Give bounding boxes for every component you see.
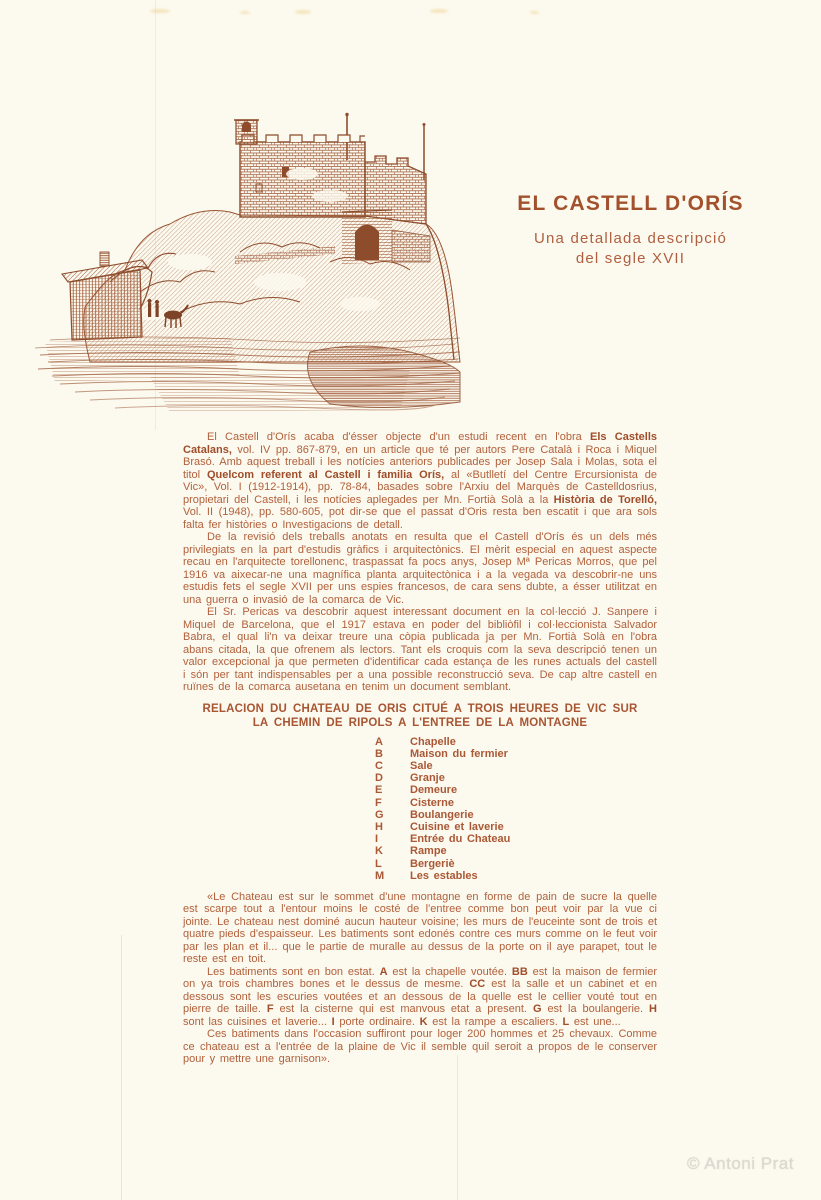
- scan-speck: [240, 11, 250, 14]
- legend-label: Boulangerie: [410, 808, 474, 821]
- legend-item: [375, 797, 657, 809]
- legend-item: [375, 736, 657, 748]
- legend-item: [375, 748, 657, 760]
- legend-label: Demeure: [410, 784, 458, 797]
- quote-paragraph-1: «Le Chateau est sur le sommet d'une montagne en forme de pain de sucre la quelle est scarpe tout a l'entour moins le costé de l'entree comme bon peut voir par la vue ci jointe. Le chateau nest dominé aucun hauteur voisine; les murs de l'euceinte sont de trois et quatre pieds d'espaisseur. Les batiments sont edonés contre ces murs comme on le feut voir par les plan et il... que le partie de muralle au dessus de la porte on il aye parapet, tout le reste est en toit.: [183, 890, 657, 966]
- legend-item: [375, 845, 657, 857]
- legend-item: [375, 870, 657, 882]
- scan-speck: [530, 11, 539, 14]
- legend-label: Granje: [410, 772, 445, 785]
- page-title: EL CASTELL D'ORÍS: [517, 192, 744, 215]
- legend-letter: E: [375, 784, 383, 797]
- legend-item: [375, 784, 657, 796]
- legend-label: Cisterne: [410, 796, 455, 809]
- subtitle-line-1: Una detallada descripció: [533, 230, 728, 247]
- page-subtitle: [488, 229, 773, 269]
- paper-fold-line: [457, 1055, 458, 1200]
- legend-letter: F: [375, 796, 382, 809]
- castle-keep: [240, 135, 365, 217]
- castle-gate: [355, 225, 379, 261]
- legend-label: Bergeriè: [410, 857, 455, 870]
- legend-letter: G: [375, 808, 384, 821]
- copyright-credit: © Antoni Prat: [687, 1154, 794, 1173]
- legend-label: Sale: [410, 759, 433, 772]
- quoted-description: [183, 891, 657, 1066]
- farm-hut: [62, 252, 148, 340]
- legend-label: Les estables: [410, 869, 478, 882]
- legend-label: Rampe: [410, 845, 447, 858]
- paragraph-2: De la revisió dels treballs anotats en resulta que el Castell d'Orís és un dels més privilegiats en la part d'estudis gràfics i arquitectònics. El mèrit especial en aquest aspecte recau en l'arquitecte torellonenc, traspassat fa pocs anys, Josep Mª Pericas Morros, que pel 1916 va aixecar-ne una magnífica planta arquitectònica i a la vegada va descobrir-ne uns estudis fets el segle XVII per uns espies francesos, de cara sens dubte, a ésser utilitzat en una guerra o invasió de la comarca de Vic.: [183, 531, 657, 606]
- legend-item: [375, 821, 657, 833]
- legend-letter: I: [375, 833, 379, 846]
- scan-speck: [430, 9, 448, 13]
- paragraph-3: El Sr. Pericas va descobrir aquest interessant document en la col·lecció J. Sanpere i Miquel de Barcelona, que el 1917 estava en poder del bibliòfil i col·leccionista Salvador Babra, el qual li'n va deixar treure una còpia publicada ja per Mn. Fortià Solà en l'obra abans citada, la que ofrenem als lectors. Tant els croquis com la seva descripció tenen un valor excepcional ja que permeten d'identificar cada estança de les runes actuals del castell i són per tant indispensables per a una possible reconstrucció seva. De cap altre castell en ruïnes de la comarca ausetana en tenim un document semblant.: [183, 606, 657, 693]
- legend-item: [375, 760, 657, 772]
- legend-label: Chapelle: [410, 735, 456, 748]
- legend-label: Cuisine et laverie: [410, 820, 504, 833]
- legend-item: [375, 772, 657, 784]
- legend-label: Entrée du Chateau: [410, 833, 511, 846]
- legend-item: [375, 809, 657, 821]
- legend-item: [375, 858, 657, 870]
- paragraph-1: El Castell d'Orís acaba d'ésser objecte d'un estudi recent en l'obra Els Castells Catalans, vol. IV pp. 867-879, en un article que té per autors Pere Català i Roca i Miquel Brasó. Amb aquest treball i les notícies anteriors publicades per Josep Sala i Molas, sota el titol Quelcom referent al Castell i familia Orís, al «Butlletí del Centre Ercursionista de Vic», Vol. I (1912-1914), pp. 78-84, basades sobre l'Arxiu del Marquès de Castelldosrius, propietari del Castell, i les notícies aplegades per Mn. Fortià Solà a la Història de Torelló, Vol. II (1948), pp. 580-605, pot dir-se que el passat d'Oris resta ben escatit i que ara sols falta fer històries o Investigacions de detall.: [183, 431, 658, 531]
- article-body: [183, 431, 657, 1066]
- bell-turret: [234, 120, 259, 144]
- quote-paragraph-2: Les batiments sont en bon estat. A est la chapelle voutée. BB est la maison de fermier on ya trois chambres bones et le dessus de mesme. CC est la salle et un cabinet et en dessous sont les escuries voutées et an dessous de la quelle est le cellier vouté tout en pierre de taille. F est la cisterne qui est manvous etat a present. G est la boulangerie. H sont las cuisines et laverie... I porte ordinaire. K est la rampe a escaliers. L est une...: [183, 965, 658, 1028]
- scan-speck: [295, 10, 311, 14]
- legend-letter: K: [375, 845, 383, 858]
- legend-letter: H: [375, 820, 383, 833]
- legend-letter: M: [375, 869, 385, 882]
- legend-letter: A: [375, 735, 383, 748]
- paper-fold-line: [121, 935, 122, 1200]
- legend-letter: C: [375, 759, 383, 772]
- title-block: [488, 192, 773, 269]
- legend-letter: B: [375, 747, 383, 760]
- legend-item: [375, 833, 657, 845]
- section-heading: RELACION DU CHATEAU DE ORIS CITUÉ A TROIS HEURES DE VIC SUR LA CHEMIN DE RIPOLS A L'ENTREE DE LA MONTAGNE: [202, 702, 638, 729]
- legend-letter: L: [375, 857, 382, 870]
- legend-letter: D: [375, 772, 383, 785]
- castle-engraving-illustration: [30, 112, 465, 422]
- legend-label: Maison du fermier: [410, 747, 508, 760]
- subtitle-line-2: del segle XVII: [575, 250, 686, 267]
- scan-speck: [150, 9, 170, 13]
- legend-list: [375, 736, 657, 882]
- quote-paragraph-3: Ces batiments dans l'occasion suffiront pour loger 200 hommes et 25 chevaux. Comme ce chateau est a l'entrée de la plaine de Vic il semble quil seroit a propos de le conserver pour y mettre une garnison».: [183, 1028, 657, 1066]
